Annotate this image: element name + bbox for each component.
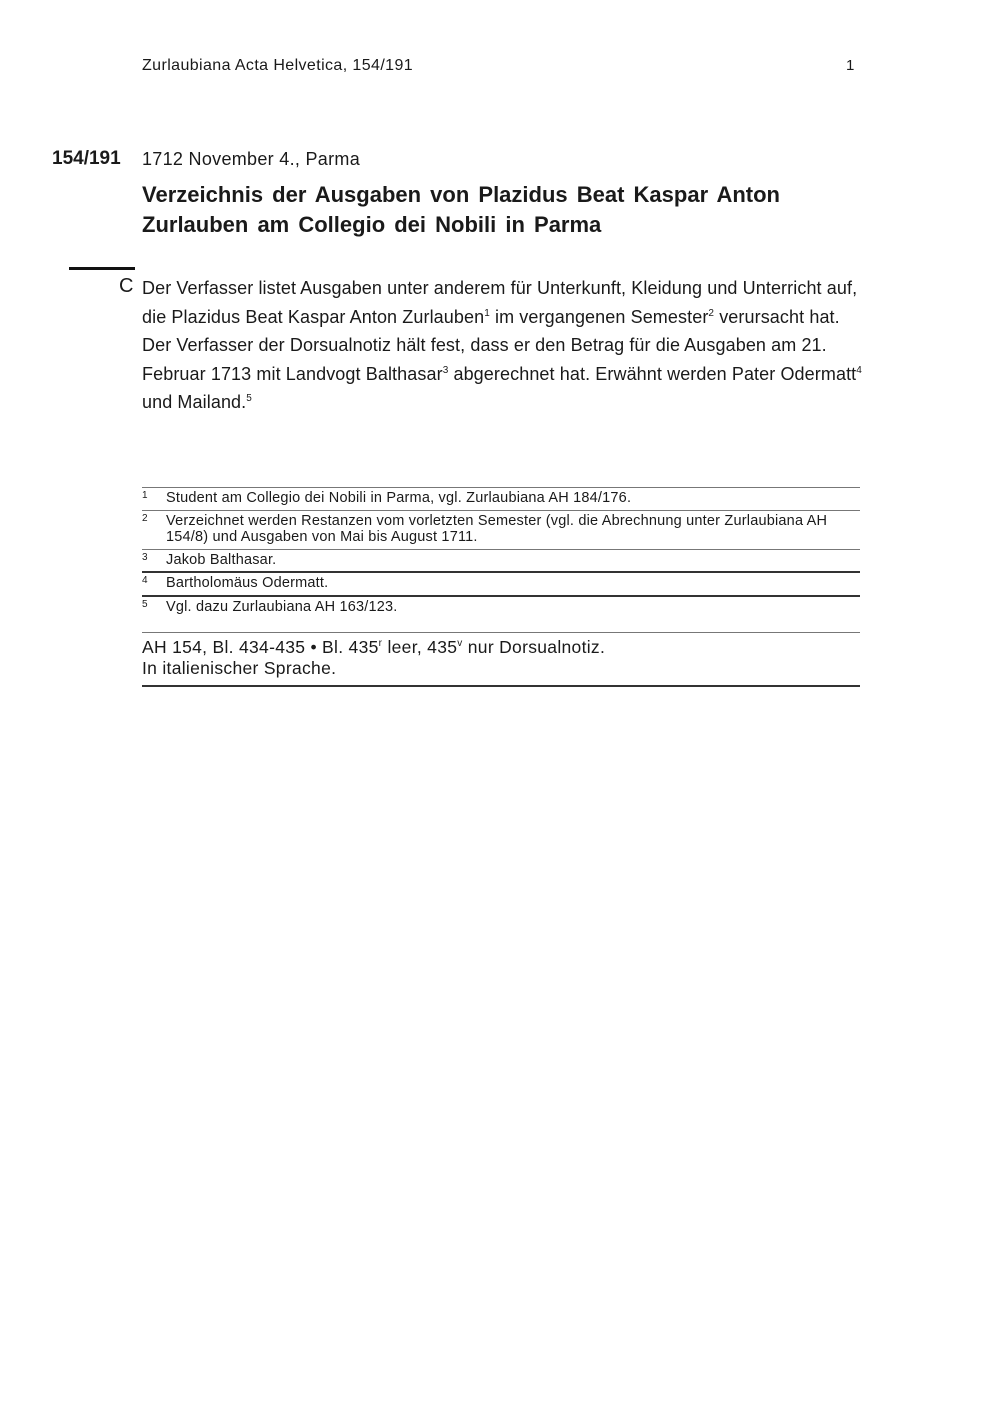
footnote-reference[interactable]: 2 [708,307,715,319]
footnote-marker: 3 [142,551,148,563]
page-number: 1 [846,57,855,74]
footnote [142,510,860,549]
footnote-marker: 1 [142,490,148,501]
running-header: Zurlaubiana Acta Helvetica, 154/191 [142,57,414,74]
summary-text: abgerechnet hat. Erwähnt werden Pater Odermatt [448,363,857,384]
footnote [142,549,860,572]
footnote-text: Verzeichnet werden Restanzen vom vorletzten Semester (vgl. die Abrechnung unter Zurlaubiana AH 154/8) und Ausgaben von Mai bis August 1711. [166,512,828,545]
summary [142,274,862,417]
source-note [142,632,860,687]
footnote-marker: 2 [142,512,148,524]
margin-letter: C [119,275,134,297]
summary-paragraph [142,331,862,417]
footnote [142,487,860,510]
footnotes [142,487,860,618]
source-line [142,637,860,658]
footnote-text: Jakob Balthasar. [166,551,277,568]
footnote [142,595,860,619]
footnote-marker: 5 [142,598,148,610]
source-text: nur Dorsualnotiz. [462,637,606,657]
footnote-text: Student am Collegio dei Nobili in Parma, vgl. Zurlaubiana AH 184/176. [166,490,632,506]
footnote-marker: 4 [142,575,148,586]
summary-text: und Mailand. [142,392,247,412]
language-note: In italienischer Sprache. [142,658,337,678]
summary-text: im vergangenen Semester [489,306,709,327]
recto-marker: r [378,638,383,650]
document-number: 154/191 [52,148,121,169]
footnote-reference[interactable]: 3 [442,364,449,376]
summary-text: Der Verfasser listet Ausgaben unter anderem für Unterkunft, Kleidung und Unterricht auf, die Plazidus Beat Kaspar Anton Zurlauben [142,278,858,327]
footnote-reference[interactable]: 4 [856,364,862,376]
footnote-reference[interactable]: 5 [246,393,252,404]
footnote [142,571,860,595]
footnote-reference[interactable]: 1 [484,307,490,319]
verso-marker: v [457,638,463,650]
source-text: AH 154, Bl. 434-435 • Bl. 435 [142,637,379,657]
footnote-text: Vgl. dazu Zurlaubiana AH 163/123. [166,598,398,615]
footnote-text: Bartholomäus Odermatt. [166,575,329,591]
summary-paragraph [142,274,862,331]
margin-rule [69,267,135,270]
document-title: Verzeichnis der Ausgaben von Plazidus Beat Kaspar Anton Zurlauben am Collegio dei Nobili in Parma [142,182,780,237]
document-date-place: 1712 November 4., Parma [142,149,361,169]
summary-text: Der Verfasser der Dorsualnotiz hält fest, dass er den Betrag für die Ausgaben am 21. Februar 1713 mit Landvogt Balthasar [142,335,827,384]
summary-text: verursacht hat. [714,306,840,327]
source-text: leer, 435 [382,637,458,657]
